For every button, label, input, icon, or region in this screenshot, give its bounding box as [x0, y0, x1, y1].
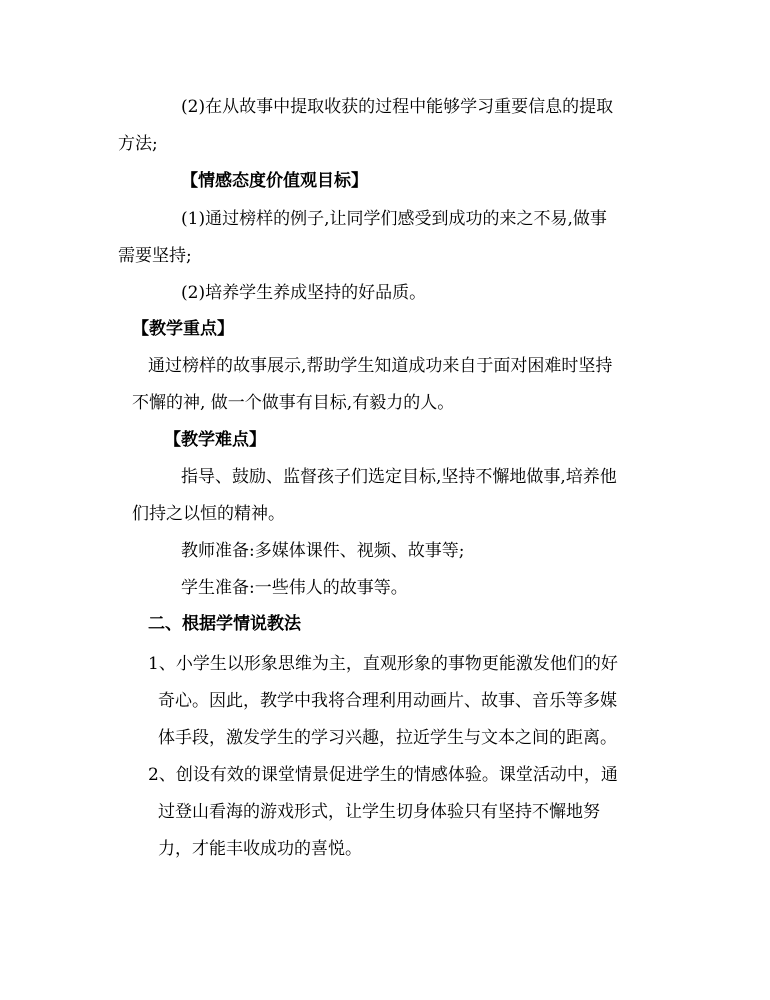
- text-line: 通过榜样的故事展示,帮助学生知道成功来自于面对困难时坚持: [148, 356, 613, 376]
- text-line: 教师准备:多媒体课件、视频、故事等;: [181, 541, 465, 561]
- section-heading: 【教学重点】: [132, 319, 234, 339]
- text-line: 不懈的神, 做一个做事有目标,有毅力的人。: [132, 393, 455, 413]
- section-heading: 【教学难点】: [164, 430, 266, 450]
- text-line: 指导、鼓励、监督孩子们选定目标,坚持不懈地做事,培养他: [181, 467, 617, 487]
- text-line: 力，才能丰收成功的喜悦。: [158, 839, 362, 859]
- section-heading: 二、根据学情说教法: [148, 614, 301, 634]
- text-line: 奇心。因此，教学中我将合理利用动画片、故事、音乐等多媒: [158, 691, 617, 711]
- text-line: 体手段，激发学生的学习兴趣，拉近学生与文本之间的距离。: [158, 728, 617, 748]
- section-heading: 【情感态度价值观目标】: [181, 171, 368, 191]
- text-line: 2、创设有效的课堂情景促进学生的情感体验。课堂活动中，通: [148, 765, 618, 785]
- text-line: (2)在从故事中提取收获的过程中能够学习重要信息的提取: [181, 97, 614, 117]
- text-line: 们持之以恒的精神。: [132, 504, 285, 524]
- text-line: (1)通过榜样的例子,让同学们感受到成功的来之不易,做事: [181, 209, 607, 229]
- text-line: (2)培养学生养成坚持的好品质。: [181, 283, 427, 303]
- text-line: 需要坚持;: [118, 246, 192, 266]
- text-line: 方法;: [118, 134, 158, 154]
- text-line: 学生准备:一些伟人的故事等。: [181, 578, 408, 598]
- text-line: 过登山看海的游戏形式，让学生切身体验只有坚持不懈地努: [158, 802, 600, 822]
- text-line: 1、小学生以形象思维为主，直观形象的事物更能激发他们的好: [148, 654, 618, 674]
